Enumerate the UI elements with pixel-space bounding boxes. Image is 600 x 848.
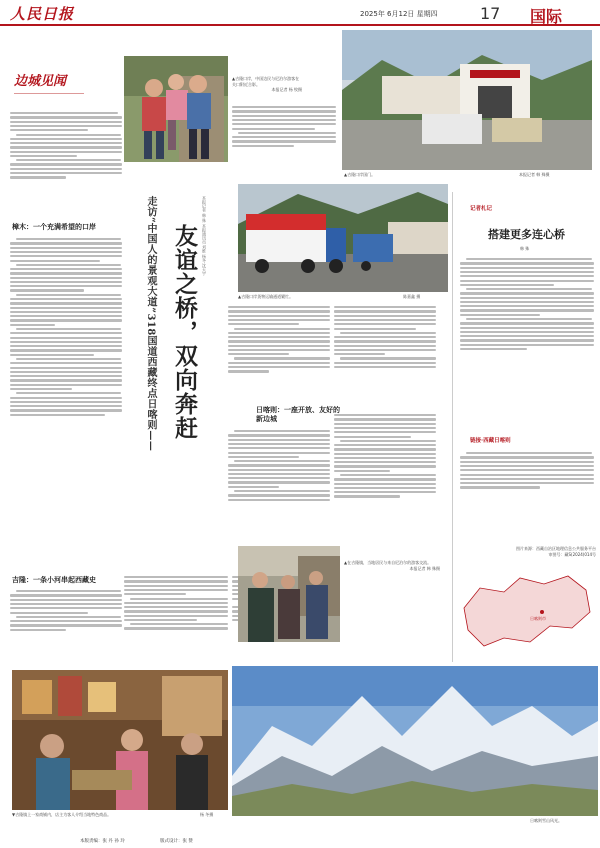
link-text: [460, 450, 594, 534]
caption-text: ▲吉隆口岸，中国边民与尼泊尔游客在关口附近合影。: [232, 76, 300, 87]
caption-trucks: [238, 294, 448, 300]
map-shigatse: [460, 568, 594, 660]
footer: [0, 836, 600, 848]
column-decoration: [14, 88, 84, 94]
caption-shop-credit: [200, 812, 240, 818]
article-text-left-2: [10, 236, 122, 566]
footer-editors: 本版责编：张 丹 孙 玲: [80, 839, 125, 844]
column-divider: [452, 192, 453, 662]
article-byline: 本报记者 韩 殊 本报通讯员 刘维 杨冬 沈天宇: [202, 196, 207, 276]
article-text-mid-5: [124, 574, 228, 666]
column-logo: [14, 70, 86, 100]
caption-text: ▲在吉隆镇，当地居民与来自尼泊尔的游客交流。: [344, 560, 432, 565]
map-source-text: 图片来源：西藏自治区地理信息公共服务平台: [516, 546, 596, 551]
article-text-left-3: [10, 588, 122, 670]
photo-shop: [12, 670, 228, 810]
photo-mountains: [232, 666, 598, 816]
caption-children: [232, 76, 302, 93]
photo-children: [124, 56, 228, 162]
caption-text: ▲吉隆口岸货物运输通道繁忙。: [238, 294, 294, 299]
article-kicker: 走访“中国人的景观大道”318国道西藏终点日喀则——: [145, 196, 156, 452]
article-text-mid-top: [232, 104, 336, 176]
caption-credit: 杨 冬摄: [200, 812, 214, 817]
caption-shop: [12, 812, 162, 818]
link-label: 链接·西藏日喀则: [470, 438, 511, 444]
commentary-author: 韩 殊: [520, 246, 530, 251]
caption-text: ▼吉隆镇上一家商铺内，店主为客人介绍当地特色商品。: [12, 812, 112, 817]
commentary-text: [460, 256, 594, 416]
article-text-mid-3: [228, 428, 330, 542]
masthead: [0, 0, 600, 26]
caption-border-gate: [344, 172, 584, 178]
commentary-title: 搭建更多连心桥: [488, 228, 565, 241]
subheading-zhangmu: 樟木：一个充满希望的口岸: [12, 223, 96, 231]
caption-text: ▲吉隆口岸国门。: [344, 172, 376, 177]
caption-credit: 本报记者 韩 殊摄: [409, 565, 440, 571]
map-approval-number: 审图号：藏S(2024)014号: [548, 551, 596, 557]
article-text-mid-2: [334, 304, 436, 404]
footer-design: 版式设计：张 赞: [160, 839, 193, 844]
photo-border-gate: [342, 30, 592, 170]
commentary-label: 记者札记: [470, 206, 493, 212]
map-source: [504, 546, 596, 557]
article-headline: 友谊之桥，双向奔赶: [171, 224, 198, 440]
subheading-jilong: 吉隆：一条小河串起西藏史: [12, 576, 96, 584]
page-number: 17: [480, 4, 501, 23]
subheading-shigatse: 日喀则：一座开放、友好的新边城: [256, 406, 340, 423]
caption-credit: 陈嘉鑫 摄: [403, 294, 421, 299]
section-name: 国际: [530, 7, 563, 26]
article-text-mid-4: [334, 412, 436, 542]
caption-credit: 本报记者 杨 牧摄: [271, 87, 302, 92]
caption-mountains: [530, 818, 596, 824]
caption-people: [344, 560, 440, 571]
article-text-left-1: [10, 110, 122, 210]
newspaper-logo: 人民日报: [10, 5, 75, 23]
article-text-mid-1: [228, 304, 330, 404]
caption-credit: 本报记者 韩 殊摄: [519, 172, 550, 177]
map-label: 日喀则市: [530, 616, 546, 621]
dateline: 2025年 6月12日 星期四: [360, 10, 438, 18]
column-name: 边城见闻: [14, 74, 67, 89]
photo-trucks: [238, 184, 448, 292]
caption-text: 日喀则雪山风光。: [530, 818, 562, 823]
photo-people: [238, 546, 340, 642]
